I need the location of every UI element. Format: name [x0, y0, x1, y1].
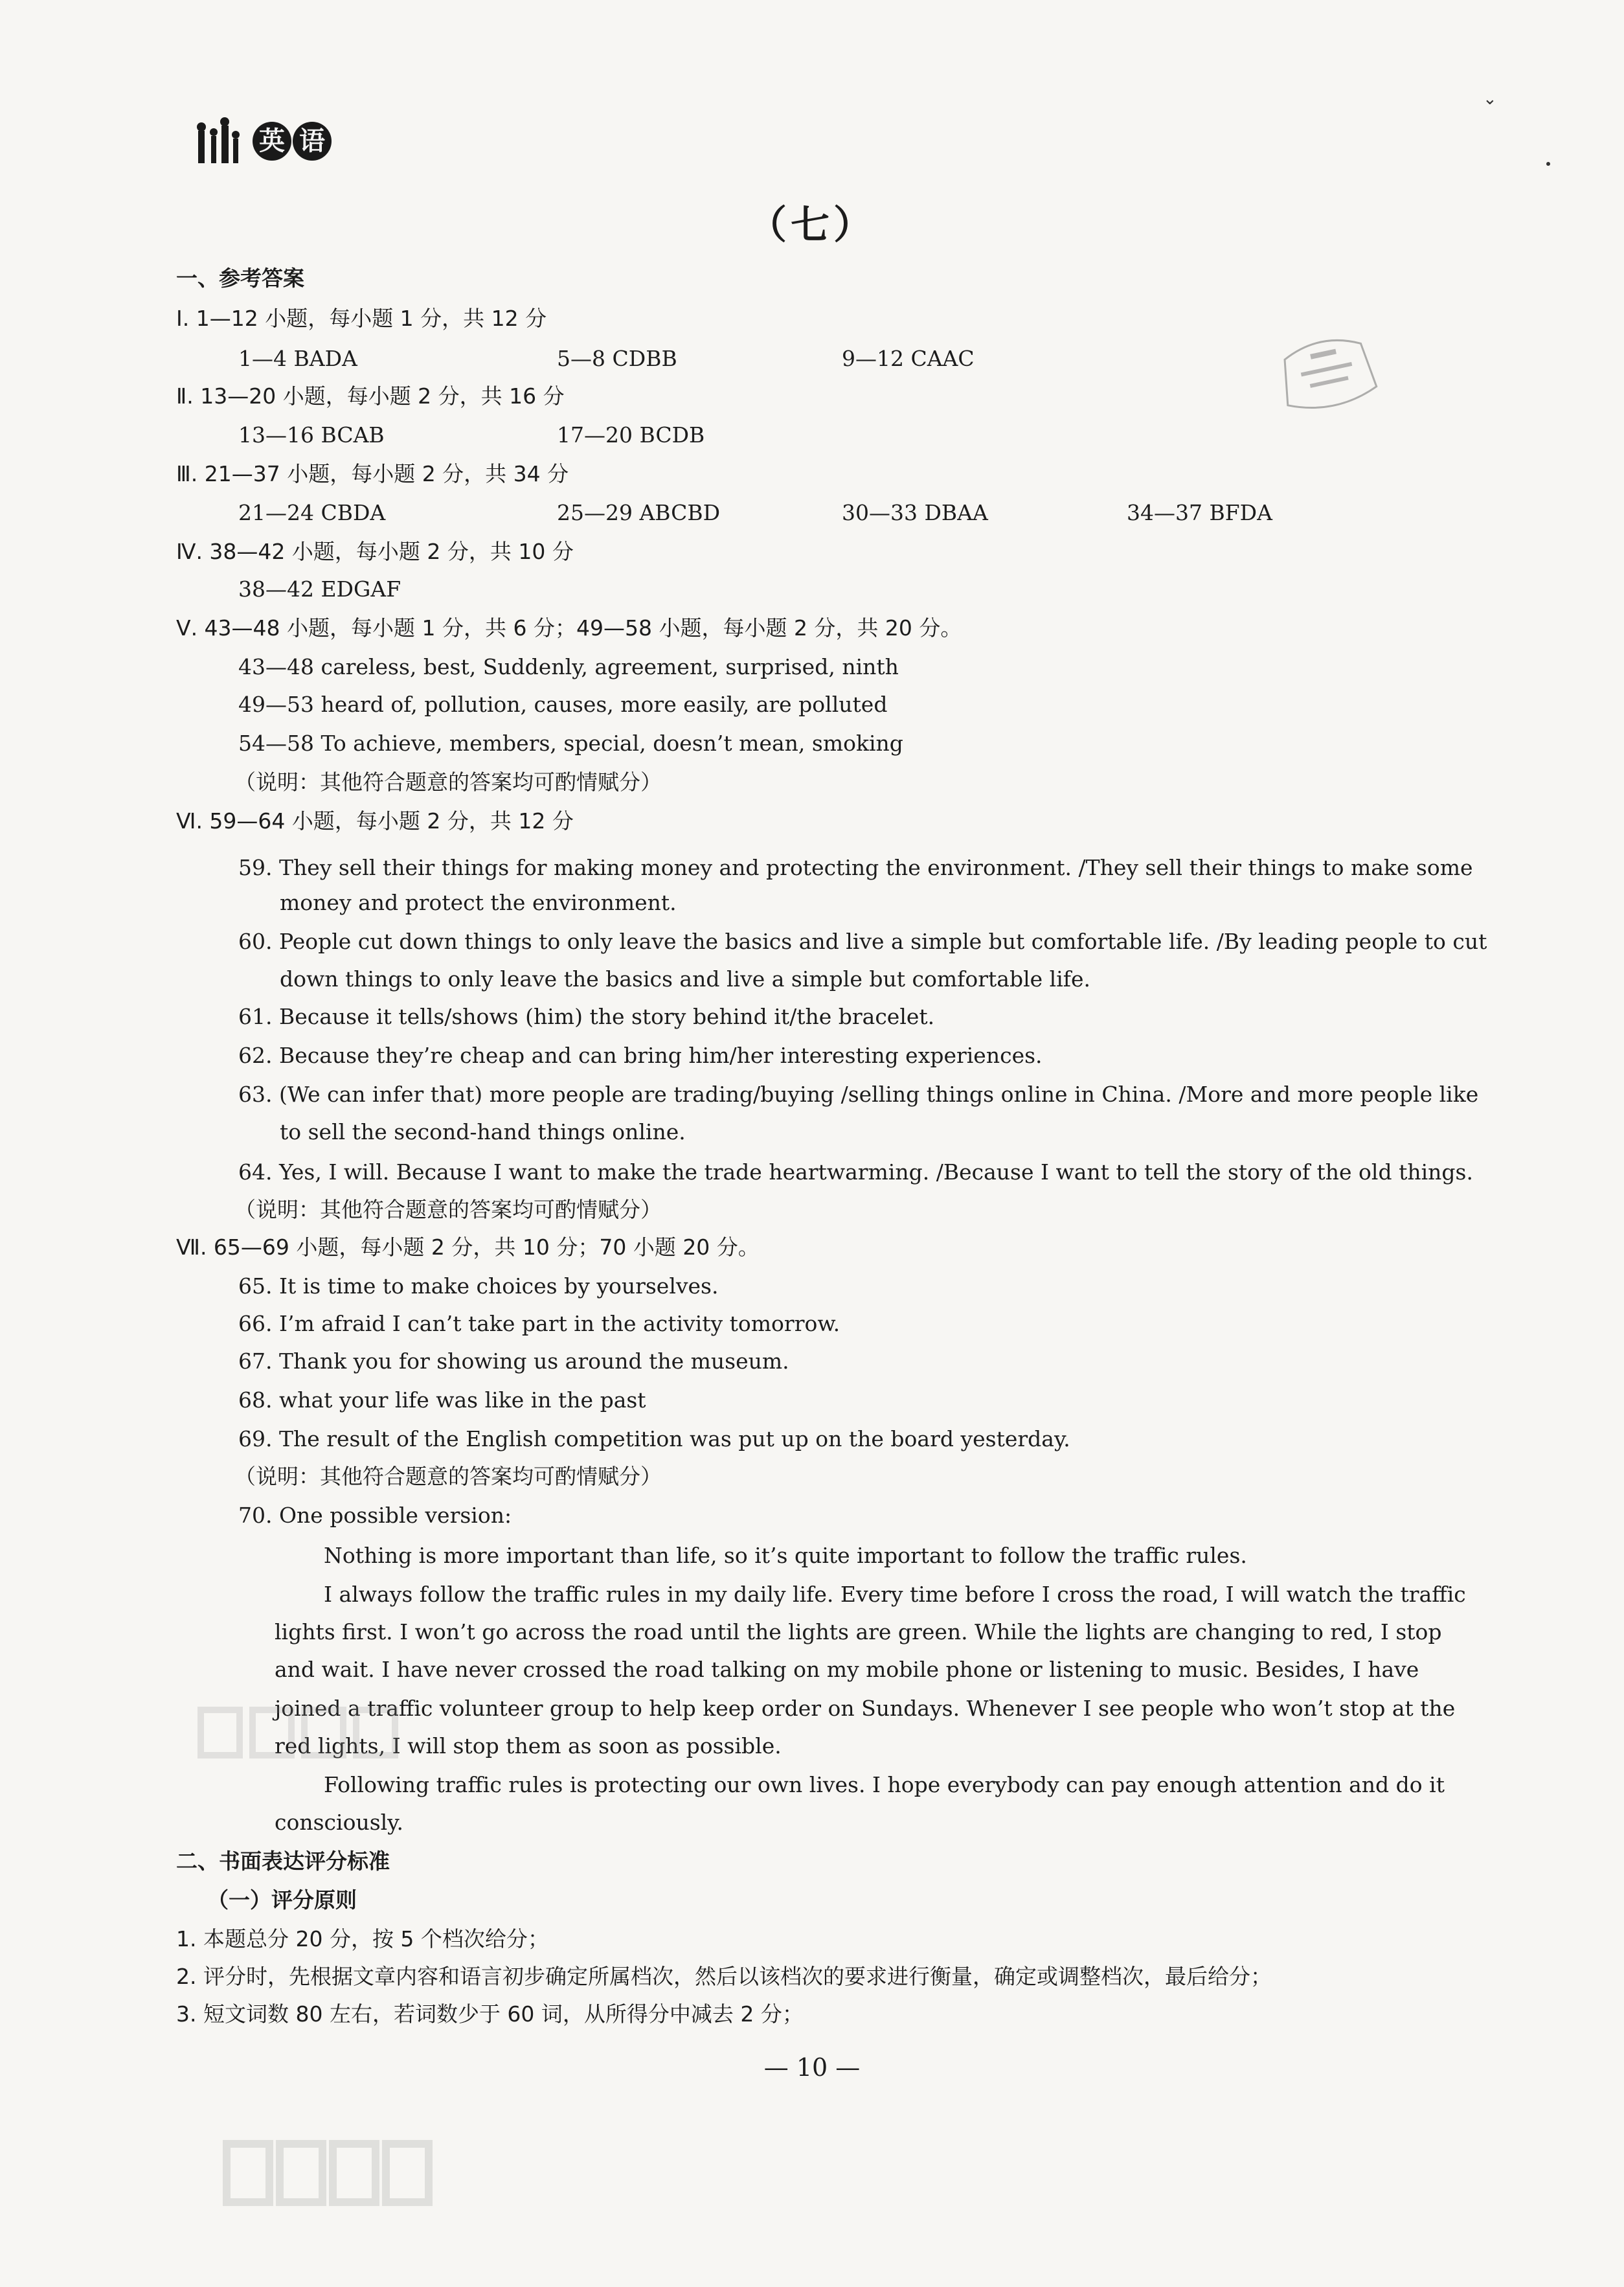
rule-item: 1. 本题总分 20 分，按 5 个档次给分；: [176, 1926, 549, 1951]
part1-heading: 一、参考答案: [176, 266, 304, 291]
q7-note: （说明：其他符合题意的答案均可酌情赋分）: [234, 1464, 662, 1489]
q7-line: 66. I’m afraid I can’t take part in the activity tomorrow.: [238, 1311, 840, 1336]
q5-line: 43—48 careless, best, Suddenly, agreement, surprised, ninth: [238, 654, 899, 679]
q7-line: 67. Thank you for showing us around the museum.: [238, 1348, 789, 1374]
essay-line: I always follow the traffic rules in my daily life. Every time before I cross the road, I will watch the traffic: [324, 1582, 1466, 1607]
q1-label: Ⅰ. 1—12 小题，每小题 1 分，共 12 分: [176, 306, 547, 331]
q7-line: 65. It is time to make choices by yourselves.: [238, 1273, 719, 1299]
subject-logo: [194, 117, 343, 167]
q5-line: 54—58 To achieve, members, special, doesn’t mean, smoking: [238, 731, 903, 756]
q6-label: Ⅵ. 59—64 小题，每小题 2 分，共 12 分: [176, 808, 574, 834]
corner-dot: [1546, 162, 1550, 166]
q5-line: 49—53 heard of, pollution, causes, more easily, are polluted: [238, 692, 888, 717]
essay-line: Following traffic rules is protecting our own lives. I hope everybody can pay enough attention and do it: [324, 1772, 1445, 1797]
corner-check-mark: ⌄: [1483, 89, 1497, 109]
q3-answer: 25—29 ABCBD: [557, 500, 721, 525]
q4-label: Ⅳ. 38—42 小题，每小题 2 分，共 10 分: [176, 539, 574, 564]
essay-line: red lights, I will stop them as soon as possible.: [275, 1733, 782, 1758]
q6-line: to sell the second-hand things online.: [280, 1119, 686, 1144]
q6-line: money and protect the environment.: [280, 890, 677, 915]
essay-line: and wait. I have never crossed the road talking on my mobile phone or listening to music. Besides, I have: [275, 1657, 1419, 1682]
q3-answer: 30—33 DBAA: [842, 500, 988, 525]
essay-line: consciously.: [275, 1810, 403, 1835]
q2-label: Ⅱ. 13—20 小题，每小题 2 分，共 16 分: [176, 383, 565, 409]
q3-answer: 21—24 CBDA: [238, 500, 386, 525]
q7-line: 68. what your life was like in the past: [238, 1387, 646, 1413]
q6-line: 60. People cut down things to only leave the basics and live a simple but comfortable life. /By leading people to cut: [238, 929, 1487, 954]
q6-line: 64. Yes, I will. Because I want to make the trade heartwarming. /Because I want to tell the story of the old things.: [238, 1159, 1473, 1185]
essay-line: joined a traffic volunteer group to help keep order on Sundays. Whenever I see people who won’t stop at the: [275, 1696, 1456, 1721]
q6-line: 62. Because they’re cheap and can bring him/her interesting experiences.: [238, 1043, 1043, 1068]
q6-line: 61. Because it tells/shows (him) the story behind it/the bracelet.: [238, 1004, 935, 1029]
q5-label: Ⅴ. 43—48 小题，每小题 1 分，共 6 分；49—58 小题，每小题 2 分，共 20 分。: [176, 615, 962, 641]
q3-answer: 34—37 BFDA: [1127, 500, 1272, 525]
q6-line: down things to only leave the basics and live a simple but comfortable life.: [280, 966, 1090, 992]
page-number: — 10 —: [763, 2053, 861, 2082]
q7-line: 69. The result of the English competition was put up on the board yesterday.: [238, 1426, 1070, 1451]
q3-label: Ⅲ. 21—37 小题，每小题 2 分，共 34 分: [176, 461, 569, 486]
q1-answer: 1—4 BADA: [238, 346, 357, 371]
watermark-icon: [194, 1697, 401, 1768]
logo-char-2: 语: [293, 122, 332, 161]
rule-item: 3. 短文词数 80 左右，若词数少于 60 词，从所得分中减去 2 分；: [176, 2001, 804, 2027]
part2-subheading: （一）评分原则: [207, 1887, 357, 1913]
logo-char-1: 英: [253, 122, 291, 161]
q6-line: 63. (We can infer that) more people are trading/buying /selling things online in China. /More and more people like: [238, 1082, 1479, 1107]
q2-answer: 13—16 BCAB: [238, 422, 385, 448]
q1-answer: 9—12 CAAC: [842, 346, 975, 371]
q7-label: Ⅶ. 65—69 小题，每小题 2 分，共 10 分；70 小题 20 分。: [176, 1235, 760, 1260]
watermark-icon: [220, 2131, 440, 2215]
q6-note: （说明：其他符合题意的答案均可酌情赋分）: [234, 1197, 662, 1222]
section-title: （七）: [748, 203, 876, 248]
essay-line: Nothing is more important than life, so it’s quite important to follow the traffic rules.: [324, 1543, 1247, 1568]
q2-answer: 17—20 BCDB: [557, 422, 705, 448]
q6-line: 59. They sell their things for making money and protecting the environment. /They sell their things to make some: [238, 855, 1473, 880]
stamp-icon: [1268, 322, 1387, 426]
q1-answer: 5—8 CDBB: [557, 346, 677, 371]
essay-line: lights first. I won’t go across the road until the lights are green. While the lights are changing to red, I stop: [275, 1619, 1442, 1644]
q5-note: （说明：其他符合题意的答案均可酌情赋分）: [234, 769, 662, 795]
q4-answer: 38—42 EDGAF: [238, 576, 401, 602]
people-silhouette-icon: [194, 117, 251, 167]
part2-heading: 二、书面表达评分标准: [176, 1849, 390, 1874]
essay-intro: 70. One possible version:: [238, 1503, 512, 1528]
rule-item: 2. 评分时，先根据文章内容和语言初步确定所属档次，然后以该档次的要求进行衡量，确定或调整档次，最后给分；: [176, 1964, 1272, 1989]
